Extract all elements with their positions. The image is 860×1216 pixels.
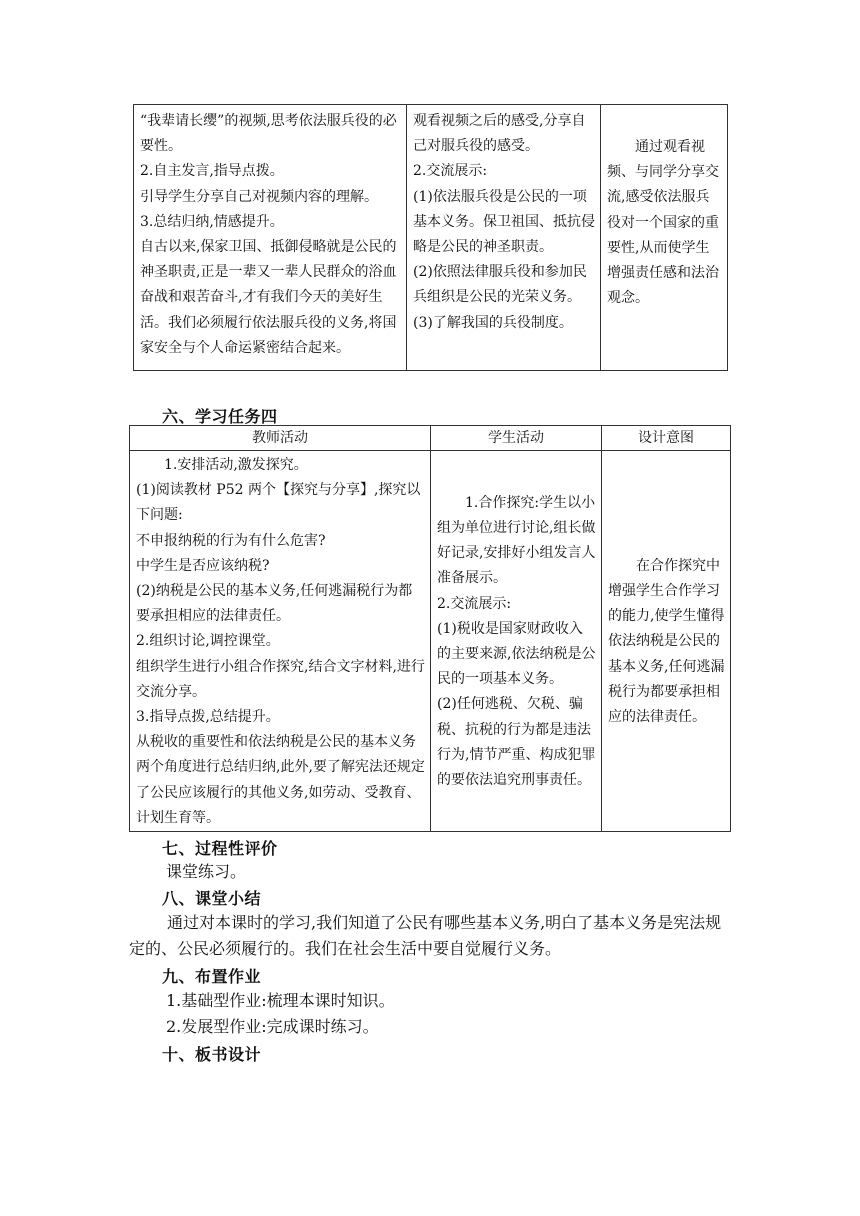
teacher-activity-line: (2)纳税是公民的基本义务,任何逃漏税行为都要承担相应的法律责任。 <box>136 583 413 625</box>
header-design-intent: 设计意图 <box>602 426 731 451</box>
section-heading: 七、过程性评价 <box>162 839 278 858</box>
teacher-activity-cell <box>130 451 431 832</box>
teacher-activity-line: (1)阅读教材 P52 两个【探究与分享】,探究以下问题: <box>136 482 421 524</box>
teacher-activity-line: 3.总结归纳,情感提升。 <box>140 213 284 230</box>
teacher-activity-line: 不申报纳税的行为有什么危害? <box>136 532 326 549</box>
header-student-activity: 学生活动 <box>431 426 602 451</box>
student-activity-cell <box>407 105 601 371</box>
teacher-activity-line: 中学生是否应该纳税? <box>136 557 270 574</box>
learning-task-four-table <box>129 425 731 832</box>
section-text: 课堂练习。 <box>166 862 247 881</box>
homework-item: 2.发展型作业:完成课时练习。 <box>166 1017 379 1036</box>
student-activity-line: (1)税收是国家财政收入的主要来源,依法纳税是公民的一项基本义务。 <box>437 620 596 688</box>
teacher-activity-line: 2.组织讨论,调控课堂。 <box>136 633 280 650</box>
design-intent-text: 通过观看视频、与同学分享交流,感受依法服兵役对一个国家的重要性,从而使学生增强责任感和法治观念。 <box>607 139 719 307</box>
teacher-activity-line: “我辈请长缨”的视频,思考依法服兵役的必要性。 <box>140 113 397 155</box>
teacher-activity-line: 2.自主发言,指导点拨。 <box>140 163 284 180</box>
section-summary-paragraph: 通过对本课时的学习,我们知道了公民有哪些基本义务,明白了基本义务是宪法规定的、公民必须履行的。我们在社会生活中要自觉履行义务。 <box>129 913 722 958</box>
section-heading: 六、学习任务四 <box>162 407 278 426</box>
homework-item: 1.基础型作业:梳理本课时知识。 <box>166 991 395 1010</box>
teacher-activity-cell <box>134 105 407 371</box>
teacher-activity-line: 引导学生分享自己对视频内容的理解。 <box>140 188 378 205</box>
teacher-activity-line: 3.指导点拨,总结提升。 <box>136 709 280 726</box>
student-activity-line: 2.交流展示: <box>437 595 512 612</box>
section-heading: 九、布置作业 <box>162 967 262 986</box>
design-intent-cell <box>601 105 728 371</box>
section-heading: 八、课堂小结 <box>162 889 262 908</box>
teacher-activity-line: 自古以来,保家卫国、抵御侵略就是公民的神圣职责,正是一辈又一辈人民群众的浴血奋战和艰苦奋斗,才有我们今天的美好生活。我们必须履行依法服兵役的义务,将国家安全与个人命运紧密结合起来。 <box>140 239 397 356</box>
student-activity-line: (2)任何逃税、欠税、骗税、抗税的行为都是违法行为,情节严重、构成犯罪的要依法追究刑事责任。 <box>437 696 596 789</box>
design-intent-cell <box>602 451 731 832</box>
teacher-activity-line: 1.安排活动,激发探究。 <box>164 457 308 473</box>
student-activity-line: (3)了解我国的兵役制度。 <box>413 314 573 331</box>
student-activity-cell <box>431 451 602 832</box>
student-activity-line: (2)依照法律服兵役和参加民兵组织是公民的光荣义务。 <box>413 264 587 306</box>
activity-table-continued <box>133 104 728 371</box>
student-activity-line: 2.交流展示: <box>413 163 488 180</box>
student-activity-line: 1.合作探究:学生以小组为单位进行讨论,组长做好记录,安排好小组发言人准备展示。 <box>437 494 596 587</box>
section-heading: 十、板书设计 <box>162 1045 262 1064</box>
teacher-activity-line: 从税收的重要性和依法纳税是公民的基本义务两个角度进行总结归纳,此外,要了解宪法还规定了公民应该履行的其他义务,如劳动、受教育、计划生育等。 <box>136 734 425 826</box>
teacher-activity-line: 组织学生进行小组合作探究,结合文字材料,进行交流分享。 <box>136 658 425 700</box>
header-teacher-activity: 教师活动 <box>130 426 431 451</box>
student-activity-line: 观看视频之后的感受,分享自己对服兵役的感受。 <box>413 113 586 155</box>
student-activity-line: (1)依法服兵役是公民的一项基本义务。保卫祖国、抵抗侵略是公民的神圣职责。 <box>413 188 595 256</box>
design-intent-text: 在合作探究中增强学生合作学习的能力,使学生懂得依法纳税是公民的基本义务,任何逃漏税行为都要承担相应的法律责任。 <box>608 557 725 726</box>
